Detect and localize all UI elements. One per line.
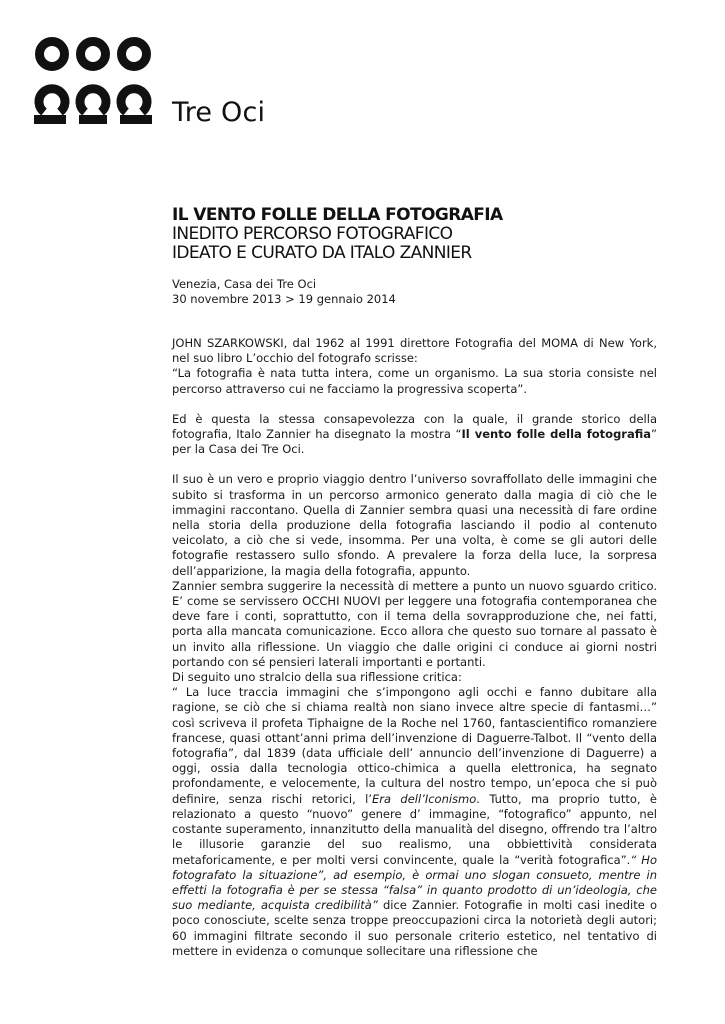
paragraph-journey: Il suo è un vero e proprio viaggio dentro l’universo sovraffollato delle immagini che subito si trasforma in un percorso armonico generato dalla magia di ciò che le immagini raccontano. Quella di Zannier sembra quasi una necessità di fare ordine nella storia della produzione della fotografia lasciando il podio al contenuto veicolato, a ciò che si vede, insomma. Per una volta, è come se gli autori delle fotografie restassero sullo sfondo. A prevalere la forza della luce, la sorpresa dell’apparizione, la magia della fotografia, appunto. (172, 472, 657, 578)
excerpt-text-e: dice Zannier. Fotografie in molti casi inedite o poco conosciute, scelte senza troppe preoccupazioni circa la notorietà degli autori; 60 immagini filtrate secondo il suo personale criterio estetico, nel tentativo di mettere in evidenza o comunque sollecitare una riflessione che (172, 898, 657, 958)
title-line-1: IL VENTO FOLLE DELLA FOTOGRAFIA (172, 205, 503, 225)
paragraph-intro (172, 336, 657, 397)
title-line-2: INEDITO PERCORSO FOTOGRAFICO (172, 224, 453, 244)
excerpt-quote-italic: “ Ho fotografato la situazione”, ad esempio, è ormai uno slogan consueto, mentre in effetti la fotografia è per se stessa “falsa” in quanto prodotto di un’ideologia, che suo mediante, acquista credibilità” (172, 852, 657, 913)
paragraph-zannier (172, 412, 657, 458)
body-text (172, 336, 657, 959)
exhibition-name: Il vento folle della fotografia (461, 427, 652, 442)
zannier-text-a: Ed è questa la stessa consapevolezza con la quale, il grande storico della fotografia, Italo Zannier ha disegnato la mostra “ (172, 411, 657, 442)
paragraph-critical-excerpt (172, 685, 657, 959)
zannier-text-c: ” per la Casa dei Tre Oci. (172, 427, 657, 457)
paragraph-new-look: Zannier sembra suggerire la necessità di mettere a punto un nuovo sguardo critico. E’ come se servissero OCCHI NUOVI per leggere una fotografia contemporanea che deve fare i conti, soprattutto, con il tema della sovrapproduzione che, nei fatti, porta alla mancata comunicazione. Ecco allora che questo suo tornare al passato è un invito alla riflessione. Un viaggio che dalle origini ci conduce ai giorni nostri portando con sé pensieri laterali importanti e portanti. (172, 578, 657, 669)
venue: Venezia, Casa dei Tre Oci (172, 277, 317, 291)
era-iconismo: Era dell’Iconismo (372, 791, 477, 806)
event-dates: 30 novembre 2013 > 19 gennaio 2014 (172, 292, 396, 306)
szarkowski-quote: “La fotografia è nata tutta intera, come un organismo. La sua storia consiste nel percorso attraverso cui ne facciamo la progressiva scoperta”. (172, 366, 657, 396)
event-info (172, 277, 396, 307)
paragraph-excerpt-intro: Di seguito uno stralcio della sua riflessione critica: (172, 670, 462, 685)
title-line-3: IDEATO E CURATO DA ITALO ZANNIER (172, 243, 472, 263)
brand-name: Tre Oci (172, 97, 266, 128)
tre-oci-logo (34, 36, 152, 126)
press-release-title (172, 206, 672, 263)
intro-text: JOHN SZARKOWSKI, dal 1962 al 1991 direttore Fotografia del MOMA di New York, nel suo libro L’occhio del fotografo scrisse: (172, 336, 657, 366)
excerpt-text-c: . Tutto, ma proprio tutto, è relazionato a questo “nuovo” genere d’ immagine, “fotografico” appunto, nel costante superamento, innanzitutto della manualità del disegno, offrendo tra l’altro le illusorie garanzie del suo realismo, una obbiettività considerata metaforicamente, e per molti versi convincente, quale la “verità fotografica”. (172, 791, 657, 867)
excerpt-text-a: “ La luce traccia immagini che s’impongono agli occhi e fanno dubitare alla ragione, se ciò che si chiama realtà non siano invece altre specie di fantasmi…” così scriveva il profeta Tiphaigne de la Roche nel 1760, fantascientifico romanziere francese, quasi ottant’anni prima dell’invenzione di Daguerre-Talbot. Il “vento della fotografia”, dal 1839 (data ufficiale dell’ annuncio dell’invenzione di Daguerre) a oggi, ossia dalla tecnologia ottico-chimica a quella elettronica, ha segnato profondamente, e velocemente, la cultura del nostro tempo, un’epoca che si può definire, senza rischi retorici, l’ (172, 685, 657, 806)
